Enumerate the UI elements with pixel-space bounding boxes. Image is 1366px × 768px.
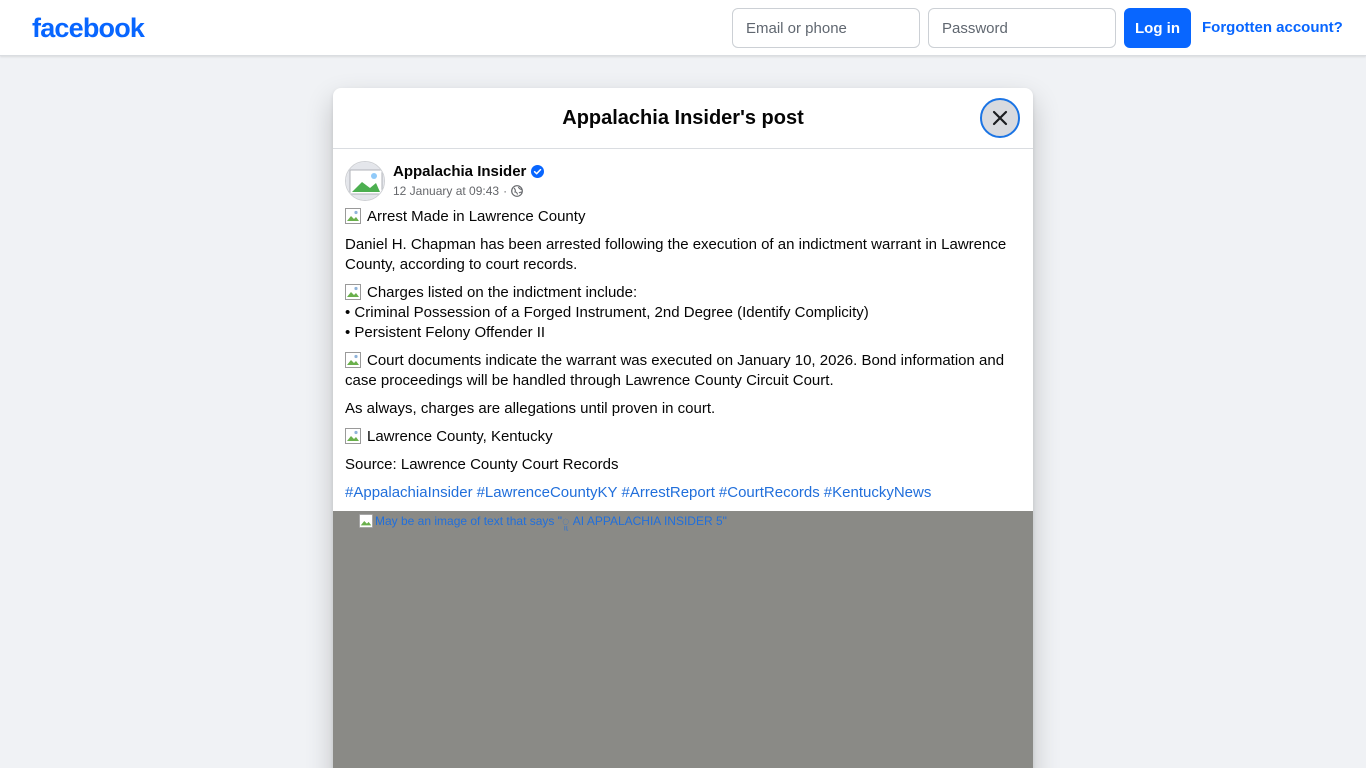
photo-alt-label: May be an image of text that says "ူ AI APPALACHIA INSIDER 5" [375, 514, 727, 528]
password-input[interactable] [928, 8, 1116, 48]
post-paragraph [345, 427, 1021, 447]
location-text: Lawrence County, Kentucky [367, 428, 553, 445]
post-text [345, 207, 1021, 511]
author-name-text[interactable]: Appalachia Insider [393, 163, 527, 180]
top-navigation-bar [0, 0, 1366, 56]
charge-item: • Criminal Possession of a Forged Instrument, 2nd Degree (Identify Complicity) [345, 304, 869, 321]
close-button[interactable] [980, 98, 1020, 138]
broken-image-icon [345, 428, 361, 444]
post-paragraph [345, 207, 1021, 227]
login-button[interactable]: Log in [1124, 8, 1191, 48]
post-timestamp[interactable]: 12 January at 09:43 [393, 184, 500, 198]
forgotten-account-link[interactable]: Forgotten account? [1202, 19, 1343, 36]
meta-separator: · [503, 184, 508, 198]
author-avatar[interactable] [345, 161, 385, 201]
post-paragraph: As always, charges are allegations until proven in court. [345, 400, 716, 417]
avatar-image [346, 162, 385, 201]
court-documents-text: Court documents indicate the warrant was executed on January 10, 2026. Bond information and case proceedings will be handled through Lawrence County Circuit Court. [345, 352, 1005, 389]
broken-image-icon [359, 514, 373, 528]
post-dialog [333, 88, 1033, 768]
hashtag-link[interactable]: #ArrestReport [621, 484, 715, 501]
post-paragraph: Source: Lawrence County Court Records [345, 456, 619, 473]
dialog-title: Appalachia Insider's post [562, 107, 804, 129]
broken-image-icon [345, 352, 361, 368]
hashtag-link[interactable]: #CourtRecords [718, 484, 820, 501]
hashtag-link[interactable]: #AppalachiaInsider [345, 484, 473, 501]
hashtag-list [345, 483, 1021, 503]
headline-text: Arrest Made in Lawrence County [367, 208, 586, 225]
globe-icon [511, 185, 523, 197]
hashtag-link[interactable]: #KentuckyNews [823, 484, 932, 501]
photo-alt-text [359, 514, 727, 528]
post-paragraph: Daniel H. Chapman has been arrested following the execution of an indictment warrant in Lawrence County, according to court records. [345, 236, 1007, 273]
author-name[interactable] [393, 162, 544, 181]
hashtag-link[interactable]: #LawrenceCountyKY [476, 484, 618, 501]
dialog-header [333, 88, 1033, 149]
close-icon [992, 110, 1008, 126]
facebook-logo[interactable]: facebook [32, 13, 145, 43]
post-header [345, 161, 1005, 201]
post-meta [393, 183, 523, 199]
verified-badge-icon [531, 165, 544, 178]
post-photo[interactable] [333, 511, 1033, 768]
email-input[interactable] [732, 8, 920, 48]
broken-image-icon [345, 208, 361, 224]
charge-item: • Persistent Felony Offender II [345, 324, 546, 341]
post-paragraph [345, 351, 1021, 391]
broken-image-icon [345, 284, 361, 300]
charges-paragraph [345, 283, 1021, 343]
charges-intro: Charges listed on the indictment include: [367, 284, 638, 301]
